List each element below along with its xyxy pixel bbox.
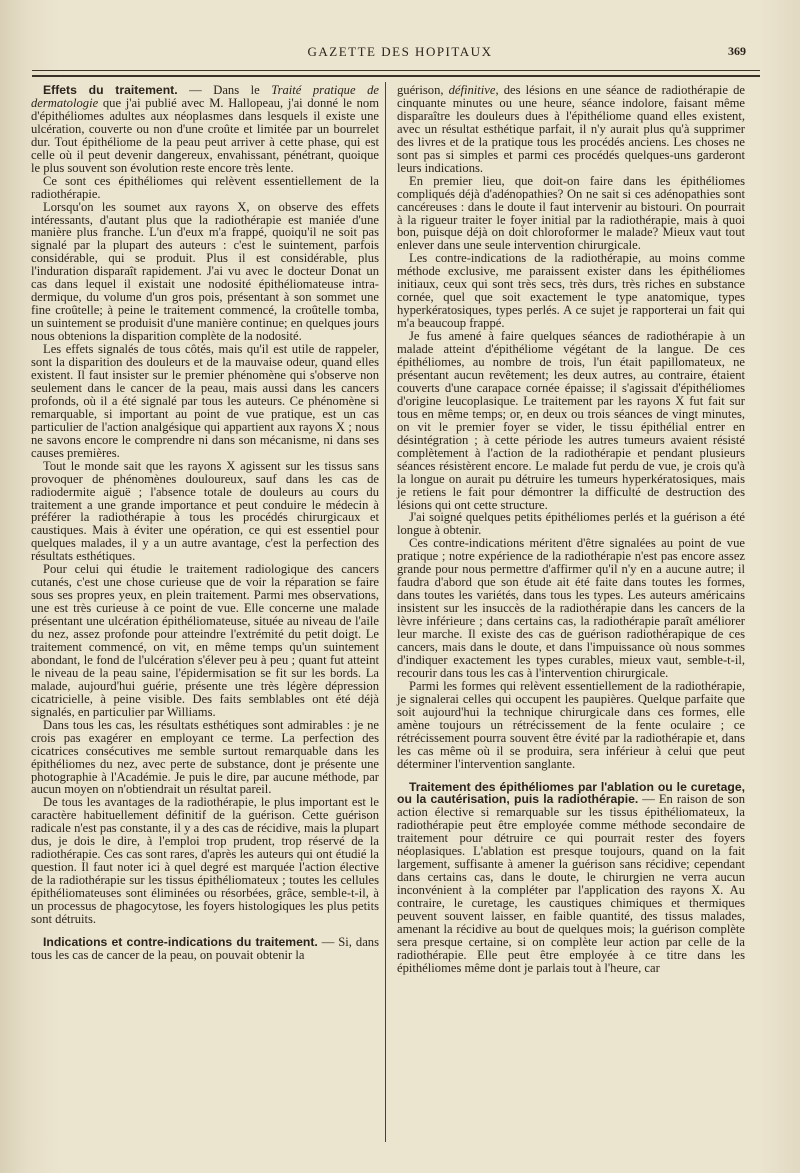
paragraph: Tout le monde sait que les rayons X agissent sur les tissus sans provoquer de phénomènes douloureux, sauf dans les cas de radiodermite aiguë ; l'absence totale de douleurs au cours du traitement a une grande importance et peut conduire le médecin à préférer la radiothérapie à tous les procédés chirurgicaux et caustiques. Mais à éviter une opération, ce qui est essentiel pour quelques malades, il y a un autre avantage, c'est la perfection des résultats esthétiques.	[31, 458, 379, 564]
paragraph: De tous les avantages de la radiothérapie, le plus important est le caractère habituellement définitif de la guérison. Cette guérison radicale n'est pas constante, il y a des cas de récidive, mais la plupart dus, je dois le dire, à l'emploi trop prudent, trop réservé de la radiothérapie. Ces cas sont rares, d'après les auteurs qui ont étudié la question. Il faut noter ici à quel degré est marquée l'action élective de la radiothérapie sur les tissus épithéliomateux ; toutes les cellules épithéliomateuses sont éliminées ou résorbées, grâce, semble-t-il, à un processus de phagocytose, les foyers histologiques les plus petits sont détruits.	[31, 795, 379, 926]
paragraph: Ces contre-indications méritent d'être signalées au point de vue pratique ; notre expérience de la radiothérapie n'est pas encore assez grande pour nous permettre d'affirmer qu'il n'y en a aucune autre; il faudra d'abord que son étude ait été faite dans toutes les formes, dans toutes les variétés, dans tous les types. Les auteurs américains insistent sur les insuccès de la radiothérapie dans les cancers de la lèvre inférieure ; dans certains cas, la radiothérapie paraît améliorer leur marche. Il existe des cas de guérison radiothérapique de ces cancers, mais dans le doute, et dans l'impuissance où nous sommes d'indiquer exactement les types curables, mieux vaut, semble-t-il, recourir dans tous les cas à l'intervention chirurgicale.	[397, 536, 745, 680]
paragraph: Parmi les formes qui relèvent essentiellement de la radiothérapie, je signalerai celles qui occupent les paupières. Quelque parfaite que soit aujourd'hui la technique chirurgicale dans ces formes, elle amène toujours un rétrécissement de la fente oculaire ; ce rétrécissement pourra souvent être évité par la radiothérapie et, dans les cas même où il se produira, sera inférieur à celui que peut déterminer l'intervention sanglante.	[397, 678, 745, 771]
text-run: , des lésions en une séance de radiothérapie de cinquante minutes ou une heure, séance indolore, faisant même disparaître les douleurs dues à l'épithéliome quand elles existent, avec un résultat esthétique parfait, il n'y aurait plus qu'à supprimer des livres et de la pratique tous les procédés anciens. Les choses ne sont pas si simples et parmi ces procédés quelques-uns garderont leurs indications.	[397, 83, 745, 175]
paragraph: Lorsqu'on les soumet aux rayons X, on observe des effets intéressants, d'autant plus que la radiothérapie est maniée d'une manière plus franche. L'un d'eux m'a frappé, quoiqu'il ne soit pas signalé par la plupart des auteurs : c'est le suintement, parfois considérable, qui se produit. Plus il est considérable, plus l'induration disparaît rapidement. J'ai vu avec le docteur Donat un cas dans lequel il existait une nodosité épithéliomateuse intra-dermique, du volume d'un gros pois, présentant à son sommet une fine croûtelle; à peine le traitement commencé, la croûtelle tomba, un suintement se produisit d'une manière continue; en quelques jours nous obtenions la disparition complète de la nodosité.	[31, 199, 379, 344]
section-heading-traitement: Traitement des épithéliomes par l'ablation ou le curetage, ou la cautérisation, puis la radiothérapie.	[397, 779, 745, 807]
text-run: que j'ai publié avec M. Hallopeau, j'ai donné le nom d'épithéliomes adultes aux néoplasmes dans lesquels il existe une ulcération, couverte ou non d'une croûte et limitée par un bourrelet dur. Tout épithéliome de la peau peut arriver à cette phase, qui est celle où il peut devenir dangereux, envahissant, pénétrant, quoique le plus souvent son évolution reste encore très lente.	[31, 95, 379, 175]
paragraph	[31, 936, 379, 962]
right-column	[397, 84, 745, 975]
paragraph: En premier lieu, que doit-on faire dans les épithéliomes compliqués déjà d'adénopathies? On ne sait si ces adénopathies sont cancéreuses : dans le doute il faut intervenir au bistouri. On pourrait à la rigueur traiter le foyer initial par la radiothérapie, mais à quoi bon, puisque déjà on doit chloroformer le malade? Mieux vaut tout enlever dans une seule intervention chirurgicale.	[397, 173, 745, 253]
text-run: — Dans le	[177, 83, 272, 97]
paragraph: Les effets signalés de tous côtés, mais qu'il est utile de rappeler, sont la disparition des douleurs et de la mauvaise odeur, quand elles existent. Il faut insister sur le premier phénomène qui s'observe non seulement dans le cancer de la peau, mais aussi dans les cancers profonds, où il a été signalé par tous les auteurs. Ce phénomène si remarquable, si important au point de vue pratique, est un cas particulier de l'action analgésique qui appartient aux rayons X ; nous ne savons encore le comprendre ni dans son mécanisme, ni dans ses causes premières.	[31, 342, 379, 460]
emphasis: définitive	[448, 83, 496, 97]
paragraph: Je fus amené à faire quelques séances de radiothérapie à un malade atteint d'épithéliome végétant de la langue. De ces épithéliomes, au nombre de trois, l'un était papillomateux, ne présentant aucun revêtement; les deux autres, au contraire, étaient couverts d'une carapace cornée épaisse; il s'agissait d'épithéliomes d'origine leucoplasique. Le traitement par les rayons X fut fait sur tous en même temps; or, en deux ou trois séances de vingt minutes, on vit le premier foyer se vider, le tissu épithélial entrer en désintégration ; à cette période les autres tumeurs avaient résisté complètement à l'action de la radiothérapie et pendant plusieurs séances résistèrent encore. Le malade fut perdu de vue, je crois qu'à la longue on aurait pu détruire les tumeurs hyperkératosiques, mais je retiens le fait pour démontrer la difficulté de destruction des lésions qui ont cette structure.	[397, 329, 745, 512]
paragraph	[397, 781, 745, 975]
paragraph: Pour celui qui étudie le traitement radiologique des cancers cutanés, c'est une chose curieuse que de voir la réparation se faire sous ses propres yeux, en plein traitement. Parmi mes observations, une est très curieuse à ce point de vue. Elle concerne une malade présentant une ulcération épithéliomateuse, située au niveau de l'aile du nez, assez profonde pour atteindre l'extrémité du petit doigt. Le traitement commencé, on vit, en même temps qu'un suintement abondant, le fond de l'ulcération s'élever peu à peu ; quant fut atteint le niveau de la peau saine, l'épidermisation se fit sur les bords. La malade, aujourd'hui guérie, présente une très légère dépression cicatricielle, à peine visible. Des faits semblables ont été déjà signalés, en particulier par Williams.	[31, 562, 379, 719]
section-heading-indications: Indications et contre-indications du traitement.	[43, 934, 318, 949]
header-rule-thin	[32, 70, 760, 71]
page-number: 369	[728, 44, 746, 58]
paragraph: J'ai soigné quelques petits épithéliomes perlés et la guérison a été longue à obtenir.	[397, 510, 745, 538]
header-rule-thick	[32, 75, 760, 77]
running-title: GAZETTE DES HOPITAUX	[307, 44, 493, 59]
column-divider	[385, 82, 386, 1142]
paragraph: Les contre-indications de la radiothérapie, au moins comme méthode exclusive, me paraissent exister dans les épithéliomes initiaux, ceux qui sont très secs, très durs, très riches en substance cornée, quel que soit exactement le type anatomique, types hyperkératosiques, types perlés. A ce sujet je rapporterai un fait qui m'a beaucoup frappé.	[397, 251, 745, 331]
paragraph	[31, 84, 379, 175]
paragraph	[397, 84, 745, 175]
paragraph: Dans tous les cas, les résultats esthétiques sont admirables : je ne crois pas exagérer en employant ce terme. La perfection des cicatrices consécutives me semble surtout remarquable dans les épithéliomes du nez, avec perte de substance, dont je présente une photographie à l'Académie. Je puis le dire, par aucune méthode, par aucun moyen on n'obtiendrait un résultat pareil.	[31, 717, 379, 797]
left-column	[31, 84, 379, 962]
text-run: — Si, dans tous les cas de cancer de la peau, on pouvait obtenir la	[31, 934, 380, 962]
text-run: — En raison de son action élective si remarquable sur les tissus épithéliomateux, la radiothérapie peut être employée comme méthode secondaire de traitement pour détruire ce qui pourrait rester des foyers néoplasiques. L'ablation est presque toujours, quand on la fait largement, suffisante à amener la guérison sans récidive; cependant dans certains cas, dans le doute, le chirurgien ne verra aucun inconvénient à la compléter par l'application des rayons X. Au contraire, le curetage, les caustiques chimiques et thermiques peuvent souvent laisser, en faible quantité, des tissus malades, amenant la récidive au bout de quelques mois; la guérison complète sera presque certaine, si on complète leur action par celle de la radiothérapie. Elle peut être employée à ce titre dans les épithéliomes même dont je parlais tout à l'heure, car	[397, 792, 745, 975]
paragraph: Ce sont ces épithéliomes qui relèvent essentiellement de la radiothérapie.	[31, 173, 379, 201]
text-run: guérison,	[397, 83, 449, 97]
section-heading-effets: Effets du traitement.	[43, 83, 178, 97]
book-title: Traité pratique de dermatologie	[31, 83, 379, 110]
